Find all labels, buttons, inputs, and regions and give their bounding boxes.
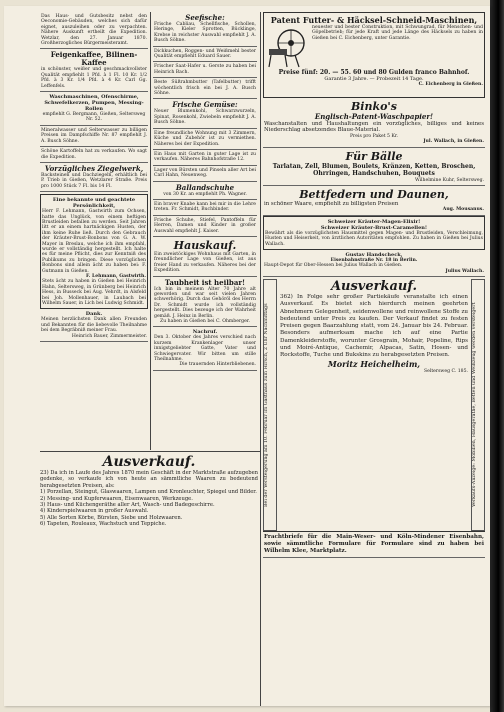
ad-binko-signature: Jul. Wallach, in Gießen. <box>423 139 484 145</box>
ad-bonbons-signature: F. Lehmann, Gastwirth. <box>86 274 146 279</box>
ad-patent <box>263 12 485 98</box>
ad-seefische-title: Seefische: <box>185 13 225 22</box>
bottom-ausverkauf <box>40 454 258 700</box>
column-divider <box>150 12 151 450</box>
ad-gemuese <box>153 99 257 128</box>
ad-feigenkaffee-title: Feigenkaffee, Bilinen-Kaffee <box>50 50 138 68</box>
ad-ausverkauf <box>277 279 471 531</box>
ad-gemuese-title: Frische Gemüse: <box>172 100 238 110</box>
column-left <box>40 12 148 450</box>
bottom-ausverkauf-item: 3) Haus- und Küchengeräthe aller Art, Wasch- und Badegeschirre. <box>40 502 215 509</box>
bottom-ausverkauf-item: 4) Kinderspielwaaren in großer Auswahl. <box>40 508 149 515</box>
bottom-ausverkauf-item: 2) Messing- und Kupferwaaren, Eisenwaaren, Werkzeuge. <box>40 495 193 502</box>
ad-nachruf <box>153 327 257 370</box>
ad-dank-title: Dank. <box>85 311 103 318</box>
vertical-ad-right: Verkaufs-Anzeige: Mobilien, Hausgeräthe, Betten und Weißzeug werden versteigert <box>471 279 485 531</box>
ad-butter: Beste Süßrahmbutter (Tafelbutter) trifft wöchentlich frisch ein bei J. A. Busch Söhne. <box>153 78 257 99</box>
binder-edge <box>490 0 504 712</box>
newspaper-page <box>4 6 490 706</box>
ad-balland-title: Ballandschuhe <box>175 182 235 192</box>
ad-dank-text: Meinen herzlichsten Dank allen Freunden und Bekannten für die liebevolle Theilnahme bei dem Begräbniß meiner Frau. <box>41 317 147 334</box>
ad-handschuh-subtitle: Eisenbahnstraße Nr. 18 in Berlin. <box>330 258 418 264</box>
ad-betten <box>263 186 485 216</box>
ad-binko-price: Preis pro Paket 5 Kr. <box>349 133 399 139</box>
ad-nachruf-signature: Die trauernden Hinterbliebenen. <box>179 362 256 368</box>
column-right <box>263 12 485 698</box>
ad-baelle <box>263 148 485 186</box>
bottom-ausverkauf-item: 5) Alle Sorten Körbe, Bürsten, Siebe und Holzwaaren. <box>40 514 183 521</box>
ad-hauskauf-title: Hauskauf. <box>173 238 237 252</box>
ad-kraeuter-title: Schweizer Kräuter-Magen-Elixir! <box>327 218 421 225</box>
ad-handschuh-text: Haupt-Depot für Ober-Hessen bei Julius Wallach in Gießen. <box>264 263 403 269</box>
ad-gemuese-text: Neuer Blumenkohl, Schwarzwurzeln, Spinat, Rosenkohl, Zwiebeln empfiehlt J. A. Busch Söhne. <box>154 109 256 126</box>
ad-binko-subtitle: Englisch-Patent-Waschpapier! <box>314 112 434 121</box>
ad-ziegel-text: Backsteinen und Dachziegeln, erhältlich bei P. Trieb in Gießen, Wetzlarer Straße. Preis pro 1000 Stück 7 Fl. bis 14 Fl. <box>41 172 147 189</box>
ad-kraeuter-text: Bewährt als die vorzüglichsten Hausmittel gegen Magen- und Brustleiden, Verschleimung, Husten und Heiserkeit, von ärztlichen Autoritäten empfohlen. Zu haben in Gießen bei Julius Wallach. <box>265 230 483 247</box>
ad-kraeuter-subtitle: Schweizer Kräuter-Brust-Caramellen! <box>320 224 428 231</box>
ad-binko <box>263 98 485 148</box>
ad-top-notice: Das Haus- und Gutsbesitz nebst den Oeconomie-Gebäuden, welches sich dafür eignet, auszuleihen oder zu verpachten. Nähere Auskunft ertheilt die Expedition. Wetzlar, den 27. Januar 1870. Großherzogliches Bürgermeisteramt. <box>40 12 148 49</box>
ad-ausverkauf-row <box>263 279 485 531</box>
machine-illustration <box>265 25 309 69</box>
ad-kraeuter <box>263 216 485 250</box>
ad-handschuh-title: Gustav Handscheck, <box>345 252 403 259</box>
ad-bonbons-text: Herr F. Lehmann, Gastwirth zum Ochsen, hatte das Unglück, von einem heftigen Brustleiden befallen zu werden. Seit Jahren litt er an einem hartnäckigen Husten, der ihm keine Ruhe ließ. Durch den Gebrauch der Kräuter-Brust-Bonbons von G. A. W. Mayer in Breslau, welche ich ihm empfahl, wurde er vollständig hergestellt. Ich halte es für meine Pflicht, dies zur Kenntniß des Publikums zu bringen. Diese vorzüglichen Bonbons sind allein ächt zu haben bei: F. Gutmann in Gießen. <box>42 209 146 274</box>
ad-roggen: Dickkuchen, Roggen- und Weißmehl bester Qualität empfiehlt Eduard Sauer. <box>153 47 257 63</box>
ad-patent-prices: Preise fünf: 20. — 55. 60 und 80 Gulden franco Bahnhof. <box>278 69 470 76</box>
ad-handschuh <box>263 250 485 277</box>
ad-ziegel-title: Vorzügliches Ziegelwerk, <box>44 163 144 173</box>
column-divider <box>260 12 261 706</box>
ad-balland <box>153 182 257 200</box>
ad-seefische <box>153 12 257 47</box>
ad-ausverkauf-text: 362) In Folge sehr großer Partiekäufe veranstalte ich einen Ausverkauf. Es bietet sich hierdurch meinen geehrten Abnehmern Gelegenheit, seidenwollene und reinwollene Stoffe zu bedeutend unter Preis zu kaufen. Der Verkauf findet zu festen Preisen gegen Baarzahlung statt, vom 24. Januar bis 24. Februar. Besonders aufmerksam mache ich auf eine Partie Damenkleiderstoffe, worunter Grosgrain, Mohair, Popeline, Rips und Moiré-Antique, Cachemir, Alpacas, Satin, Hosen- und Rockstoffe, Tuche und Bukskins zu herabgesetzten Preisen. <box>280 294 468 358</box>
ad-feigenkaffee <box>40 49 148 92</box>
ad-taubheit <box>153 277 257 328</box>
ad-baelle-signature: Wilhelmine Kuhr, Seltersweg. <box>414 177 484 183</box>
ad-patent-title: Patent Futter- & Häcksel-Schneid-Maschinen, <box>270 15 478 25</box>
ad-binko-title: Binko's <box>351 100 397 113</box>
ad-lager: Lager von Bürsten und Pinseln aller Art bei Carl Hahn, Neuenweg. <box>153 166 257 182</box>
ad-baelle-title: Für Bälle <box>345 149 403 163</box>
ad-haus: Ein Haus mit Garten in guter Lage ist zu verkaufen. Näheres Bahnhofstraße 12. <box>153 150 257 166</box>
ad-ziegel <box>40 163 148 192</box>
ad-bonbons <box>40 194 148 309</box>
ad-mineral: Mineralwasser und Selterwasser zu billigen Preisen im Dampfschiffe Nr. 87 empfiehlt J. A. Busch Söhne. <box>40 126 148 147</box>
ad-pumpen <box>40 92 148 126</box>
ad-hafer: Frischer Saat-Hafer u. Gerste zu haben bei Heinrich Bach. <box>153 62 257 78</box>
bottom-ausverkauf-intro: 23) Da ich in Laufe des Jahres 1870 mein Geschäft in der Marktstraße aufzugeben gedenke, so verkaufe ich von heute an sämmtliche Waaren zu bedeutend herabgesetzten Preisen, als: <box>40 470 258 489</box>
ad-schuhe: Frische Schuhe, Stiefel, Pantoffeln für Herren, Damen und Kinder in großer Auswahl empfiehlt J. Kaiser. <box>153 216 257 237</box>
ad-handschuh-signature: Julius Wallach. <box>445 268 484 274</box>
ad-taubheit-text: Ich bin in meinem Alter 70 Jahre alt geworden und war seit vielen Jahren schwerhörig. Durch das Gehöröl des Herrn Dr. Schmidt wurde ich vollständig hergestellt. Dies bezeuge ich der Wahrheit gemäß. J. Heinz in Berlin. <box>154 286 256 319</box>
ad-frachtbriefe <box>263 531 485 557</box>
ad-hauskauf-text: Ein zweistöckiges Wohnhaus mit Garten, in freundlicher Lage von Gießen, ist aus freier Hand zu verkaufen. Näheres bei der Expedition. <box>154 251 256 274</box>
ad-ausverkauf-title: Ausverkauf. <box>330 279 418 295</box>
ad-taubheit-title: Taubheit ist heilbar! <box>164 277 246 287</box>
ad-hauskauf <box>153 237 257 277</box>
ad-pumpen-text: empfiehlt G. Bergmann, Gießen, Seltersweg Nr. 52. <box>42 112 146 123</box>
bottom-ausverkauf-item: 6) Tapeten, Rouleaux, Wachstuch und Teppiche. <box>40 521 167 528</box>
bottom-ausverkauf-list <box>40 489 258 527</box>
ad-knaben: Ein braver Knabe kann bei mir in die Lehre treten. Fr. Schmidt, Buchbinder. <box>153 200 257 216</box>
ad-wohnung: Eine freundliche Wohnung mit 3 Zimmern, Küche und Zubehör ist zu vermiethen. Näheres bei der Expedition. <box>153 129 257 150</box>
ad-seefische-text: Frische Cabliau, Schellfische, Schollen, Heringe, Kieler Sprotten, Bücklinge, Krebse in reichster Auswahl empfiehlt J. A. Busch Söhne. <box>154 22 256 44</box>
ad-bonbons-title: Eine bekannte und geachtete Persönlichkeit, <box>52 197 136 210</box>
ad-taubheit-note: Zu haben in Gießen bei C. Ohmberger. <box>160 319 250 325</box>
ad-frachtbriefe-text: Frachtbriefe für die Main-Weser- und Köln-Mindener Eisenbahn, sowie sämmtliche Formulare für Formulare sind zu haben bei Wilhelm Klee, Marktplatz. <box>264 534 484 554</box>
ad-nachruf-title: Nachruf. <box>192 329 218 336</box>
ad-kartoffel: Schöne Kartoffeln hat zu verkaufen. Wo sagt die Expedition. <box>40 147 148 163</box>
bottom-ausverkauf-item: 1) Porzellan, Steingut, Glaswaaren, Lampen und Kronleuchter, Spiegel und Bilder. <box>40 489 257 496</box>
ad-baelle-list: Tarlatan, Zell, Blumen, Boulets, Kränzen, Ketten, Broschen, Ohrringen, Handschuhen, Bouquets <box>272 162 476 178</box>
ad-bonbons-note: Stets ächt zu haben in Gießen bei Heinrich Hahn, Seltersweg, in Grünberg bei Heinrich Hess, in Busseck bei Aug. Vehrdt, in Alsfeld bei Joh. Mollenhauer, in Laubach bei Wilhelm Sauer, in Lich bei Ludwig Schmidt. <box>42 279 146 307</box>
bottom-ausverkauf-title: Ausverkauf. <box>102 454 196 470</box>
ad-patent-text: neuester und bester Construktion, mit Schwungrad, für Menschen- und Göpelbetrieb; für jede Kraft und jede Länge des Häcksels zu haben in Gießen bei C. Eichenberg, unter Garantie. <box>312 25 483 41</box>
ad-pumpen-title: Waschmaschinen, Ofenschirme, Schwefelkerzen, Pumpen, Messing-Rollen <box>44 94 144 113</box>
ad-dank <box>40 309 148 342</box>
section-divider <box>40 451 260 452</box>
ad-balland-text: von 30 Kr. an empfiehlt Ph. Wagner. <box>163 191 247 197</box>
ad-binko-text: Waschanstalten und Haushaltungen ein vorzügliches, billiges und keines Niederschlag absetzendes Blaue-Material. <box>264 121 484 134</box>
ad-patent-guarantee: Garantie 3 Jahre. — Probezeit 14 Tage. <box>324 76 424 82</box>
vertical-ad-left: Bei der Versteigerung am 10. Februar im Gasthaus zum Hirsch, 2 Uhr Nachmittags <box>263 279 277 531</box>
ad-nachruf-text: Den 3. Oktober des Jahres verschied nach kurzem Krankenlager unser innigstgeliebter Gatte, Vater und Schwiegervater. Wir bitten um stille Theilnahme. <box>154 335 256 363</box>
ad-dank-signature: Heinrich Bauer, Zimmermeister. <box>71 333 147 339</box>
ad-betten-signature: Aug. Mousanus. <box>442 207 484 213</box>
ad-ausverkauf-signature-address: Seltersweg C. 185. <box>423 369 468 375</box>
ad-feigenkaffee-text: in schönster, weißer und geschmackvollster Qualität empfiehlt 1 Pfd. à 1 Fl. 10 Kr. 1/2 Pfd. à 3 Kr. 1/4 Pfd. à 4 Kr. Carl Gg. Leffenfels. <box>41 67 147 89</box>
column-middle <box>153 12 257 450</box>
ad-ausverkauf-signature: Moritz Heichelheim, <box>327 359 421 370</box>
ad-betten-text: in schöner Waare, empfiehlt zu billigsten Preisen <box>264 201 399 208</box>
ad-patent-signature: C. Eichenberg in Gießen. <box>418 82 483 87</box>
ad-betten-title: Bettfedern und Daunen, <box>299 188 449 202</box>
